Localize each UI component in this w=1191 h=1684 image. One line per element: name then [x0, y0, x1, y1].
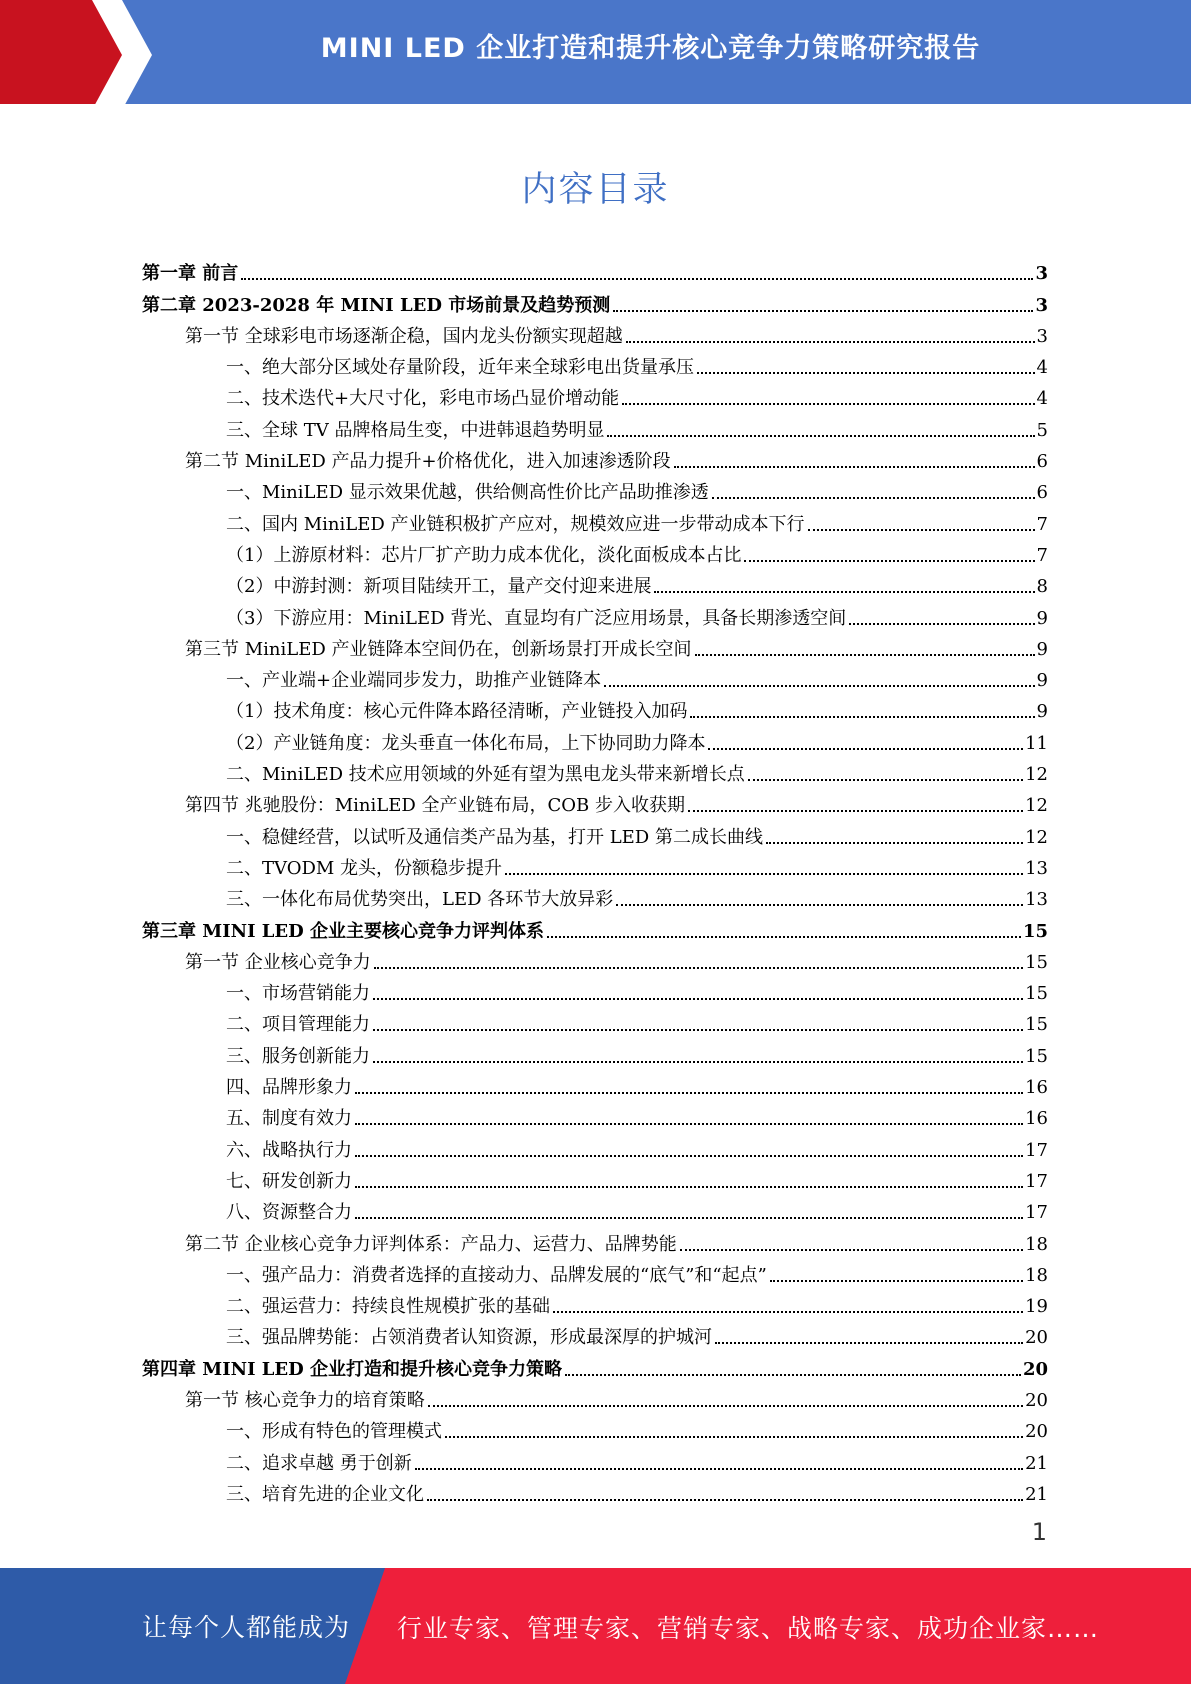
toc-entry-title: （2）中游封测：新项目陆续开工，量产交付迎来进展 — [226, 576, 652, 598]
toc-entry-page: 13 — [1025, 889, 1048, 911]
report-title: MINI LED 企业打造和提升核心竞争力策略研究报告 — [320, 33, 981, 64]
toc-entry-page: 12 — [1025, 764, 1048, 786]
toc-entry-title: 一、绝大部分区域处存量阶段，近年来全球彩电出货量承压 — [226, 357, 694, 379]
toc-leader-dots — [849, 623, 1034, 625]
toc-entry[interactable] — [142, 567, 1048, 598]
toc-leader-dots — [445, 1436, 1023, 1438]
toc-entry-page: 16 — [1025, 1108, 1048, 1130]
toc-entry-page: 15 — [1025, 951, 1048, 973]
toc-leader-dots — [355, 1155, 1023, 1157]
toc-entry-title: 第二章 2023-2028 年 MINI LED 市场前景及趋势预测 — [142, 294, 611, 316]
toc-entry[interactable] — [142, 1068, 1048, 1099]
footer-slogan-left: 让每个人都能成为 — [142, 1613, 351, 1642]
toc-entry-page: 7 — [1036, 544, 1048, 566]
toc-leader-dots — [355, 1217, 1023, 1219]
toc-entry-title: 三、一体化布局优势突出，LED 各环节大放异彩 — [226, 889, 614, 911]
footer-slogan-right: 行业专家、管理专家、营销专家、战略专家、成功企业家…… — [397, 1614, 1100, 1643]
toc-entry-page: 21 — [1025, 1452, 1048, 1474]
toc-leader-dots — [695, 654, 1035, 656]
toc-entry[interactable] — [142, 442, 1048, 473]
toc-leader-dots — [505, 873, 1023, 875]
toc-entry-title: （1）上游原材料：芯片厂扩产助力成本优化，淡化面板成本占比 — [226, 544, 742, 566]
toc-entry[interactable] — [142, 1475, 1048, 1506]
toc-entry-title: 三、强品牌势能：占领消费者认知资源，形成最深厚的护城河 — [226, 1327, 712, 1349]
toc-leader-dots — [553, 1311, 1023, 1313]
toc-leader-dots — [770, 1280, 1023, 1282]
toc-entry[interactable] — [142, 1162, 1048, 1193]
toc-entry[interactable] — [142, 817, 1048, 848]
page-number: 1 — [1031, 1518, 1047, 1546]
toc-entry-title: 三、全球 TV 品牌格局生变，中进韩退趋势明显 — [226, 419, 605, 441]
toc-entry[interactable] — [142, 473, 1048, 504]
toc-heading: 内容目录 — [521, 170, 670, 210]
toc-leader-dots — [427, 1499, 1023, 1501]
toc-leader-dots — [808, 529, 1035, 531]
toc-entry[interactable] — [142, 661, 1048, 692]
toc-entry-title: 四、品牌形象力 — [226, 1077, 352, 1099]
toc-leader-dots — [604, 685, 1034, 687]
toc-entry[interactable] — [142, 1256, 1048, 1287]
toc-entry-page: 6 — [1036, 451, 1048, 473]
toc-entry-page: 15 — [1025, 983, 1048, 1005]
toc-leader-dots — [355, 1092, 1023, 1094]
toc-leader-dots — [744, 560, 1034, 562]
toc-leader-dots — [748, 779, 1023, 781]
toc-entry[interactable] — [142, 254, 1048, 285]
toc-entry-page: 3 — [1035, 263, 1048, 285]
toc-entry-title: 二、强运营力：持续良性规模扩张的基础 — [226, 1296, 550, 1318]
toc-entry-title: 二、项目管理能力 — [226, 1014, 370, 1036]
toc-entry-page: 8 — [1036, 576, 1048, 598]
toc-leader-dots — [373, 1061, 1023, 1063]
toc-entry-title: 一、MiniLED 显示效果优越，供给侧高性价比产品助推渗透 — [226, 482, 709, 504]
toc-entry-title: 八、资源整合力 — [226, 1202, 352, 1224]
toc-leader-dots — [428, 1405, 1023, 1407]
toc-entry-title: 六、战略执行力 — [226, 1139, 352, 1161]
toc-leader-dots — [680, 1249, 1023, 1251]
toc-entry[interactable] — [142, 379, 1048, 410]
toc-entry-title: 三、培育先进的企业文化 — [226, 1483, 424, 1505]
toc-entry[interactable] — [142, 943, 1048, 974]
toc-entry-page: 4 — [1036, 388, 1048, 410]
toc-leader-dots — [613, 310, 1033, 312]
toc-entry-title: 一、产业端+企业端同步发力，助推产业链降本 — [226, 670, 602, 692]
toc-entry-page: 17 — [1025, 1202, 1048, 1224]
toc-entry[interactable] — [142, 536, 1048, 567]
toc-leader-dots — [622, 403, 1034, 405]
toc-entry-title: 第一节 核心竞争力的培育策略 — [185, 1389, 425, 1411]
toc-entry-title: 第三节 MiniLED 产业链降本空间仍在，创新场景打开成长空间 — [185, 638, 692, 660]
toc-leader-dots — [766, 842, 1023, 844]
toc-entry[interactable] — [142, 786, 1048, 817]
toc-entry-title: 一、稳健经营，以试听及通信类产品为基，打开 LED 第二成长曲线 — [226, 826, 763, 848]
toc-entry-page: 20 — [1025, 1421, 1048, 1443]
toc-entry[interactable] — [142, 410, 1048, 441]
toc-entry[interactable] — [142, 755, 1048, 786]
toc-entry-title: 二、技术迭代+大尺寸化，彩电市场凸显价增动能 — [226, 388, 620, 410]
toc-entry-title: 第四章 MINI LED 企业打造和提升核心竞争力策略 — [142, 1358, 563, 1380]
toc-entry[interactable] — [142, 1443, 1048, 1474]
toc-leader-dots — [688, 810, 1023, 812]
toc-entry[interactable] — [142, 849, 1048, 880]
toc-entry-title: 二、TVODM 龙头，份额稳步提升 — [226, 857, 503, 879]
toc-entry-title: 一、形成有特色的管理模式 — [226, 1421, 442, 1443]
toc-entry-title: 第二节 MiniLED 产品力提升+价格优化，进入加速渗透阶段 — [185, 451, 671, 473]
page-footer — [0, 1568, 1191, 1684]
toc-entry-title: 第二节 企业核心竞争力评判体系：产品力、运营力、品牌势能 — [185, 1233, 677, 1255]
toc-leader-dots — [674, 466, 1035, 468]
toc-leader-dots — [616, 904, 1023, 906]
toc-entry-title: 三、服务创新能力 — [226, 1045, 370, 1067]
toc-entry-page: 6 — [1036, 482, 1048, 504]
toc-entry-page: 9 — [1036, 670, 1048, 692]
toc-entry-page: 7 — [1036, 513, 1048, 535]
toc-leader-dots — [565, 1374, 1021, 1376]
toc-entry-page: 17 — [1025, 1170, 1048, 1192]
toc-entry-page: 4 — [1036, 357, 1048, 379]
toc-entry[interactable] — [142, 1224, 1048, 1255]
toc-leader-dots — [355, 1186, 1023, 1188]
toc-entry-page: 9 — [1036, 638, 1048, 660]
toc-entry-title: 第一节 企业核心竞争力 — [185, 951, 371, 973]
toc-leader-dots — [712, 497, 1035, 499]
toc-entry-title: 第三章 MINI LED 企业主要核心竞争力评判体系 — [142, 920, 545, 942]
toc-entry-page: 15 — [1022, 920, 1048, 942]
toc-entry-title: 五、制度有效力 — [226, 1108, 352, 1130]
toc-leader-dots — [697, 372, 1035, 374]
toc-entry-title: 二、国内 MiniLED 产业链积极扩产应对，规模效应进一步带动成本下行 — [226, 513, 805, 535]
toc-entry-title: 第四节 兆驰股份：MiniLED 全产业链布局，COB 步入收获期 — [185, 795, 685, 817]
toc-entry[interactable] — [142, 1287, 1048, 1318]
toc-entry-page: 13 — [1025, 857, 1048, 879]
toc-entry-page: 3 — [1036, 325, 1048, 347]
toc-entry[interactable] — [142, 348, 1048, 379]
toc-entry-title: 一、强产品力：消费者选择的直接动力、品牌发展的“底气”和“起点” — [226, 1264, 767, 1286]
toc-entry-page: 11 — [1025, 732, 1048, 754]
toc-entry-page: 18 — [1025, 1264, 1048, 1286]
toc-leader-dots — [373, 998, 1023, 1000]
toc-entry[interactable] — [142, 1381, 1048, 1412]
toc-entry[interactable] — [142, 1130, 1048, 1161]
toc-entry[interactable] — [142, 723, 1048, 754]
toc-entry[interactable] — [142, 1099, 1048, 1130]
toc-leader-dots — [373, 1029, 1023, 1031]
toc-entry[interactable] — [142, 692, 1048, 723]
toc-entry-page: 15 — [1025, 1045, 1048, 1067]
toc-entry-title: 七、研发创新力 — [226, 1170, 352, 1192]
toc-entry-page: 16 — [1025, 1077, 1048, 1099]
toc-entry-title: （2）产业链角度：龙头垂直一体化布局，上下协同助力降本 — [226, 732, 706, 754]
toc-entry[interactable] — [142, 504, 1048, 535]
toc-entry[interactable] — [142, 630, 1048, 661]
toc-entry[interactable] — [142, 880, 1048, 911]
toc-entry-page: 9 — [1036, 607, 1048, 629]
toc-entry-page: 12 — [1025, 826, 1048, 848]
toc-entry-title: （1）技术角度：核心元件降本路径清晰，产业链投入加码 — [226, 701, 688, 723]
table-of-contents — [142, 254, 1048, 1506]
toc-entry-title: 二、MiniLED 技术应用领域的外延有望为黑电龙头带来新增长点 — [226, 764, 745, 786]
toc-entry[interactable] — [142, 1412, 1048, 1443]
toc-entry-page: 15 — [1025, 1014, 1048, 1036]
toc-entry-page: 5 — [1036, 419, 1048, 441]
toc-entry[interactable] — [142, 317, 1048, 348]
toc-entry-page: 20 — [1025, 1327, 1048, 1349]
toc-leader-dots — [654, 591, 1034, 593]
toc-leader-dots — [547, 936, 1021, 938]
toc-leader-dots — [715, 1342, 1023, 1344]
toc-entry[interactable] — [142, 974, 1048, 1005]
toc-entry-title: （3）下游应用：MiniLED 背光、直显均有广泛应用场景，具备长期渗透空间 — [226, 607, 847, 629]
toc-entry-title: 第一节 全球彩电市场逐渐企稳，国内龙头份额实现超越 — [185, 325, 623, 347]
toc-leader-dots — [374, 967, 1023, 969]
toc-entry-page: 20 — [1025, 1389, 1048, 1411]
toc-entry[interactable] — [142, 285, 1048, 316]
toc-entry[interactable] — [142, 1318, 1048, 1349]
toc-entry-page: 12 — [1025, 795, 1048, 817]
toc-entry[interactable] — [142, 1349, 1048, 1380]
toc-entry[interactable] — [142, 1036, 1048, 1067]
toc-entry[interactable] — [142, 598, 1048, 629]
toc-entry[interactable] — [142, 1005, 1048, 1036]
page-header — [0, 0, 1191, 110]
toc-entry-title: 二、追求卓越 勇于创新 — [226, 1452, 412, 1474]
toc-entry-title: 第一章 前言 — [142, 263, 239, 285]
toc-entry-page: 20 — [1022, 1358, 1048, 1380]
toc-leader-dots — [626, 341, 1035, 343]
toc-leader-dots — [241, 278, 1033, 280]
toc-entry-page: 9 — [1036, 701, 1048, 723]
toc-leader-dots — [690, 716, 1034, 718]
toc-entry-page: 21 — [1025, 1483, 1048, 1505]
toc-entry[interactable] — [142, 911, 1048, 942]
toc-entry-page: 19 — [1025, 1296, 1048, 1318]
toc-leader-dots — [415, 1468, 1023, 1470]
toc-entry[interactable] — [142, 1193, 1048, 1224]
toc-leader-dots — [607, 435, 1034, 437]
toc-leader-dots — [708, 748, 1023, 750]
toc-entry-page: 17 — [1025, 1139, 1048, 1161]
toc-entry-page: 3 — [1035, 294, 1048, 316]
toc-leader-dots — [355, 1123, 1023, 1125]
toc-entry-page: 18 — [1025, 1233, 1048, 1255]
toc-entry-title: 一、市场营销能力 — [226, 983, 370, 1005]
